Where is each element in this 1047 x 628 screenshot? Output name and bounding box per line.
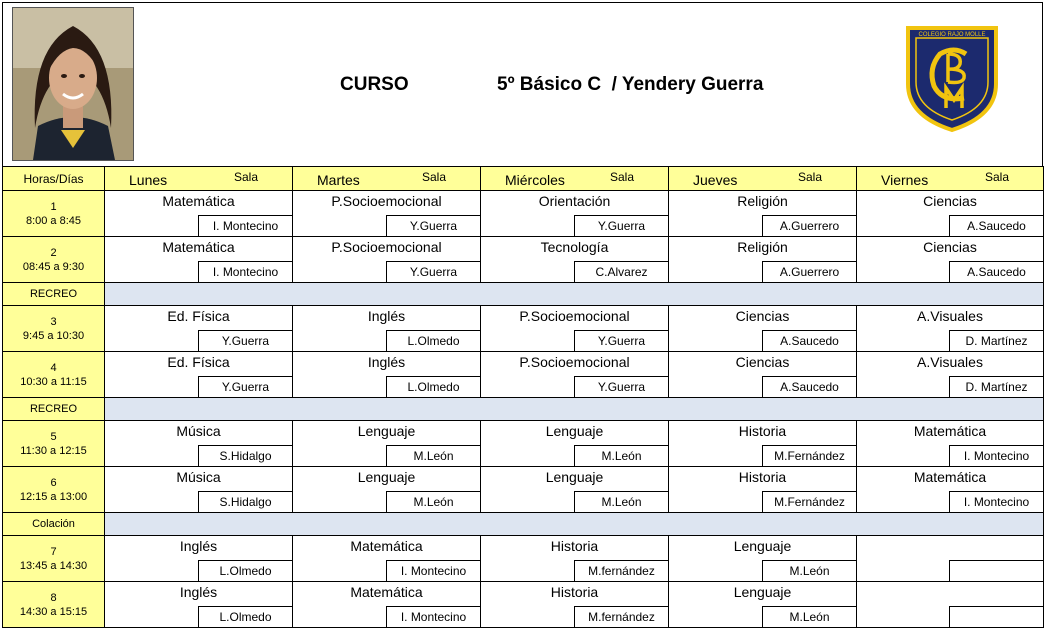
teacher-name: M.Fernández	[762, 491, 856, 512]
period-cell	[3, 237, 105, 283]
sala-label: Sala	[609, 170, 634, 184]
class-cell	[669, 467, 857, 513]
class-cell	[293, 352, 481, 398]
teacher-name: Y.Guerra	[198, 330, 292, 351]
break-band	[105, 513, 1044, 536]
subject-name: P.Socioemocional	[331, 239, 442, 255]
class-cell	[857, 237, 1044, 283]
period-number: 5	[50, 430, 57, 443]
subject-name: Lenguaje	[733, 584, 792, 600]
teacher-name: C.Alvarez	[574, 261, 668, 282]
class-row	[3, 582, 1044, 628]
teacher-name: A.Guerrero	[762, 215, 856, 236]
class-cell	[481, 191, 669, 237]
subject-name: Historia	[550, 538, 599, 554]
class-cell	[669, 421, 857, 467]
class-cell	[105, 536, 293, 582]
class-cell	[105, 582, 293, 628]
class-cell	[857, 191, 1044, 237]
class-cell	[857, 306, 1044, 352]
period-number: 8	[50, 591, 57, 604]
day-header-jueves	[669, 167, 857, 191]
subject-name: Lenguaje	[545, 423, 604, 439]
period-number: 1	[50, 200, 57, 213]
class-cell	[669, 582, 857, 628]
teacher-name: M.fernández	[574, 560, 668, 581]
teacher-name: M.León	[574, 491, 668, 512]
subject-name: P.Socioemocional	[519, 354, 630, 370]
subject-name: Ciencias	[735, 354, 790, 370]
day-header-miercoles	[481, 167, 669, 191]
class-row	[3, 536, 1044, 582]
teacher-name: M.León	[386, 491, 480, 512]
teacher-name: I. Montecino	[198, 215, 292, 236]
class-cell	[481, 421, 669, 467]
teacher-name	[949, 606, 1043, 627]
period-cell	[3, 352, 105, 398]
teacher-photo	[12, 7, 134, 161]
teacher-name: A.Saucedo	[762, 330, 856, 351]
class-cell	[105, 467, 293, 513]
teacher-name: M.León	[762, 606, 856, 627]
day-header-martes	[293, 167, 481, 191]
header-row	[3, 167, 1044, 191]
class-cell	[481, 582, 669, 628]
subject-name: Música	[176, 423, 221, 439]
day-name: Miércoles	[505, 172, 565, 188]
teacher-name: M.fernández	[574, 606, 668, 627]
day-header-viernes	[857, 167, 1044, 191]
class-cell	[857, 582, 1044, 628]
class-cell	[481, 237, 669, 283]
subject-name: Ed. Física	[167, 308, 230, 324]
subject-name: P.Socioemocional	[519, 308, 630, 324]
teacher-name	[949, 560, 1043, 581]
break-label: RECREO	[3, 398, 105, 421]
period-number: 3	[50, 315, 57, 328]
class-cell	[481, 352, 669, 398]
class-cell	[293, 467, 481, 513]
subject-name: Ciencias	[735, 308, 790, 324]
teacher-name: I. Montecino	[949, 491, 1043, 512]
day-header-lunes	[105, 167, 293, 191]
class-cell	[669, 352, 857, 398]
class-cell	[293, 536, 481, 582]
teacher-name: M.León	[386, 445, 480, 466]
teacher-name: M.León	[574, 445, 668, 466]
class-cell	[481, 306, 669, 352]
class-cell	[857, 352, 1044, 398]
period-cell	[3, 467, 105, 513]
class-cell	[857, 536, 1044, 582]
teacher-name: A.Saucedo	[949, 261, 1043, 282]
period-time: 12:15 a 13:00	[19, 490, 88, 503]
teacher-name: Y.Guerra	[574, 330, 668, 351]
subject-name: Matemática	[350, 584, 423, 600]
break-row	[3, 283, 1044, 306]
teacher-name: M.León	[762, 560, 856, 581]
break-label: RECREO	[3, 283, 105, 306]
school-crest-icon	[904, 24, 1000, 132]
teacher-name: D. Martínez	[949, 330, 1043, 351]
class-row	[3, 467, 1044, 513]
subject-name: Tecnología	[540, 239, 609, 255]
subject-name: Orientación	[538, 193, 611, 209]
class-cell	[669, 306, 857, 352]
break-row	[3, 513, 1044, 536]
school-logo	[904, 24, 1000, 132]
subject-name: Ciencias	[923, 239, 977, 255]
teacher-name: Y.Guerra	[574, 215, 668, 236]
class-cell	[669, 191, 857, 237]
period-time: 8:00 a 8:45	[25, 214, 82, 227]
class-cell	[105, 237, 293, 283]
teacher-name: L.Olmedo	[386, 376, 480, 397]
teacher-name: Y.Guerra	[198, 376, 292, 397]
teacher-name: Y.Guerra	[574, 376, 668, 397]
break-label: Colación	[3, 513, 105, 536]
subject-name: Matemática	[162, 239, 235, 255]
curso-value: 5º Básico C / Yendery Guerra	[497, 74, 764, 95]
hours-header: Horas/Días	[3, 167, 105, 191]
class-cell	[481, 467, 669, 513]
period-cell	[3, 191, 105, 237]
class-cell	[669, 536, 857, 582]
class-cell	[293, 421, 481, 467]
class-row	[3, 191, 1044, 237]
subject-name: Inglés	[179, 538, 218, 554]
subject-name: Inglés	[367, 354, 406, 370]
subject-name: Inglés	[179, 584, 218, 600]
period-cell	[3, 306, 105, 352]
subject-name: Lenguaje	[357, 469, 416, 485]
teacher-name: I. Montecino	[386, 606, 480, 627]
class-cell	[105, 421, 293, 467]
subject-name: Inglés	[367, 308, 406, 324]
subject-name: Lenguaje	[357, 423, 416, 439]
subject-name: Historia	[738, 469, 787, 485]
sala-label: Sala	[421, 170, 446, 184]
subject-name: Matemática	[913, 423, 987, 439]
class-row	[3, 421, 1044, 467]
sala-label: Sala	[797, 170, 822, 184]
class-row	[3, 237, 1044, 283]
subject-name: Matemática	[350, 538, 423, 554]
teacher-name: Y.Guerra	[386, 215, 480, 236]
subject-name: Ed. Física	[167, 354, 230, 370]
class-cell	[293, 191, 481, 237]
teacher-name: S.Hidalgo	[198, 445, 292, 466]
day-name: Viernes	[881, 172, 929, 188]
teacher-name: L.Olmedo	[198, 606, 292, 627]
period-number: 2	[50, 246, 57, 259]
period-time: 11:30 a 12:15	[20, 444, 87, 457]
subject-name: Matemática	[162, 193, 235, 209]
class-cell	[105, 191, 293, 237]
teacher-photo-image	[13, 8, 133, 160]
subject-name: Religión	[737, 239, 788, 255]
schedule-table	[2, 166, 1044, 628]
teacher-name: S.Hidalgo	[198, 491, 292, 512]
class-cell	[857, 467, 1044, 513]
subject-name: Historia	[738, 423, 787, 439]
teacher-name: A.Saucedo	[949, 215, 1043, 236]
subject-name: Música	[176, 469, 221, 485]
teacher-name: D. Martínez	[949, 376, 1043, 397]
day-name: Lunes	[129, 172, 168, 188]
class-cell	[481, 536, 669, 582]
period-number: 4	[50, 361, 57, 374]
sala-label: Sala	[233, 170, 258, 184]
sala-label: Sala	[984, 170, 1009, 184]
subject-name: Lenguaje	[733, 538, 792, 554]
class-cell	[857, 421, 1044, 467]
class-cell	[293, 237, 481, 283]
teacher-name: I. Montecino	[198, 261, 292, 282]
period-time: 9:45 a 10:30	[22, 329, 85, 342]
period-cell	[3, 421, 105, 467]
period-time: 13:45 a 14:30	[19, 559, 88, 572]
logo-text: COLEGIO RAJO MOLLE	[918, 32, 986, 38]
curso-label: CURSO	[340, 74, 409, 95]
period-time: 08:45 a 9:30	[22, 260, 85, 273]
period-number: 7	[50, 545, 57, 558]
class-cell	[669, 237, 857, 283]
subject-name: Religión	[737, 193, 788, 209]
break-band	[105, 398, 1044, 421]
class-cell	[105, 306, 293, 352]
break-band	[105, 283, 1044, 306]
class-cell	[293, 306, 481, 352]
class-row	[3, 306, 1044, 352]
subject-name: A.Visuales	[917, 308, 983, 324]
class-cell	[293, 582, 481, 628]
subject-name: Historia	[550, 584, 599, 600]
period-time: 10:30 a 11:15	[20, 375, 87, 388]
teacher-name: Y.Guerra	[386, 261, 480, 282]
day-name: Martes	[317, 172, 360, 188]
period-number: 6	[50, 476, 57, 489]
subject-name: Lenguaje	[545, 469, 604, 485]
subject-name: Ciencias	[923, 193, 977, 209]
period-cell	[3, 582, 105, 628]
subject-name: Matemática	[913, 469, 987, 485]
teacher-name: L.Olmedo	[386, 330, 480, 351]
class-row	[3, 352, 1044, 398]
day-name: Jueves	[693, 172, 738, 188]
teacher-name: L.Olmedo	[198, 560, 292, 581]
teacher-name: I. Montecino	[386, 560, 480, 581]
class-cell	[105, 352, 293, 398]
teacher-name: A.Guerrero	[762, 261, 856, 282]
teacher-name: M.Fernández	[762, 445, 856, 466]
period-cell	[3, 536, 105, 582]
teacher-name: I. Montecino	[949, 445, 1043, 466]
teacher-name: A.Saucedo	[762, 376, 856, 397]
period-time: 14:30 a 15:15	[19, 605, 88, 618]
subject-name: P.Socioemocional	[331, 193, 442, 209]
subject-name: A.Visuales	[917, 354, 983, 370]
break-row	[3, 398, 1044, 421]
